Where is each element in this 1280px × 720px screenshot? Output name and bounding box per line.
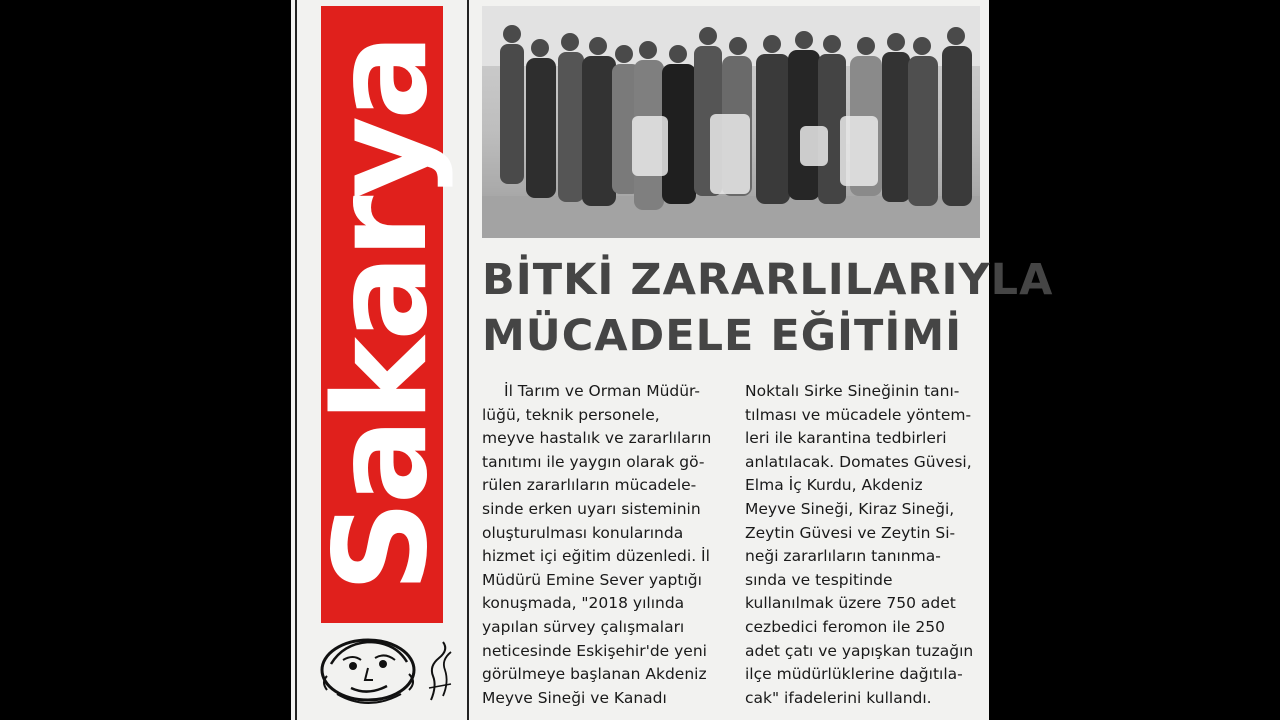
masthead-title: Sakarya bbox=[307, 37, 456, 592]
masthead-banner bbox=[307, 6, 456, 623]
article-headline bbox=[482, 252, 1054, 364]
newspaper-clipping bbox=[291, 0, 1054, 720]
text-line: kullanılmak üzere 750 adet bbox=[745, 594, 956, 613]
headline-line-1: BİTKİ ZARARLILARIYLA bbox=[482, 255, 1054, 305]
column-rule-left bbox=[295, 0, 297, 720]
text-line: İl Tarım ve Orman Müdür- bbox=[504, 382, 701, 400]
text-line: cezbedici feromon ile 250 bbox=[745, 617, 945, 636]
article-column-2 bbox=[745, 380, 983, 710]
text-line: leri ile karantina tedbirleri bbox=[745, 429, 947, 448]
group-photo-image bbox=[482, 6, 980, 238]
signature-icon bbox=[423, 636, 457, 706]
text-line: Zeytin Güvesi ve Zeytin Si- bbox=[745, 523, 956, 542]
text-line: sinde erken uyarı sisteminin bbox=[482, 499, 701, 518]
text-line: Elma İç Kurdu, Akdeniz bbox=[745, 476, 923, 495]
text-line: tanıtımı ile yaygın olarak gö- bbox=[482, 452, 705, 471]
text-line: rülen zararlıların mücadele- bbox=[482, 476, 697, 495]
text-line: adet çatı ve yapışkan tuzağın bbox=[745, 641, 974, 660]
columnist-caricature-icon bbox=[313, 630, 423, 710]
text-line: meyve hastalık ve zararlıların bbox=[482, 429, 712, 448]
text-line: Meyve Sineği ve Kanadı bbox=[482, 688, 667, 707]
text-line: Meyve Sineği, Kiraz Sineği, bbox=[745, 499, 955, 518]
text-line: oluşturulması konularında bbox=[482, 523, 684, 542]
text-line: Müdürü Emine Sever yaptığı bbox=[482, 570, 702, 589]
text-line: neticesinde Eskişehir'de yeni bbox=[482, 641, 707, 660]
text-line: hizmet içi eğitim düzenledi. İl bbox=[482, 547, 710, 566]
column-rule-divider bbox=[467, 0, 469, 720]
text-line: anlatılacak. Domates Güvesi, bbox=[745, 452, 972, 471]
article-column-1 bbox=[482, 380, 722, 710]
headline-line-2: MÜCADELE EĞİTİMİ bbox=[482, 311, 963, 361]
text-line: cak" ifadelerini kullandı. bbox=[745, 688, 932, 707]
text-line: görülmeye başlanan Akdeniz bbox=[482, 665, 707, 684]
text-line: konuşmada, "2018 yılında bbox=[482, 594, 685, 613]
text-line: tılması ve mücadele yöntem- bbox=[745, 405, 972, 424]
text-line: Noktalı Sirke Sineğinin tanı- bbox=[745, 382, 960, 400]
text-line: lüğü, teknik personele, bbox=[482, 405, 660, 424]
text-line: yapılan sürvey çalışmaları bbox=[482, 617, 685, 636]
text-line: neği zararlıların tanınma- bbox=[745, 547, 941, 566]
text-line: sında ve tespitinde bbox=[745, 570, 893, 589]
text-line: ilçe müdürlüklerine dağıtıla- bbox=[745, 665, 963, 684]
